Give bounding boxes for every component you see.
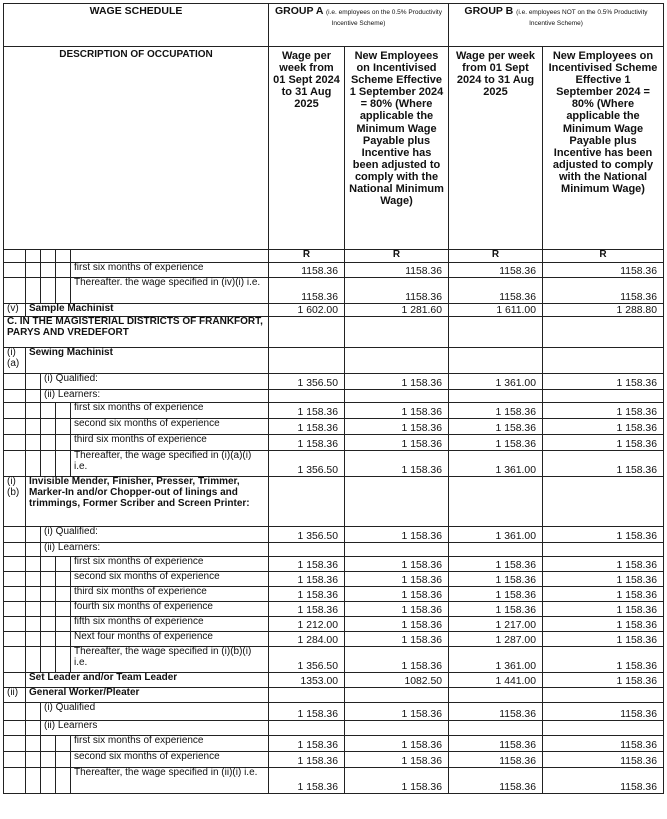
cell-value: 1 158.36 [269, 602, 345, 617]
cell-value: 1 288.80 [543, 304, 664, 317]
cell-value: 1 158.36 [543, 527, 664, 543]
row-number: (i) (a) [4, 348, 26, 374]
table-row [4, 348, 664, 374]
row-label: first six months of experience [71, 403, 269, 419]
row-number: (i) (b) [4, 477, 26, 527]
cell-value: 1158.36 [449, 768, 543, 794]
row-number: (ii) [4, 688, 26, 703]
row-label: fourth six months of experience [71, 602, 269, 617]
cell-value: 1 158.36 [345, 602, 449, 617]
row-label: Thereafter, the wage specified in (ii)(i) i.e. [71, 768, 269, 794]
cell-value: 1158.36 [449, 278, 543, 304]
table-row [4, 263, 664, 278]
cell-value: 1 212.00 [269, 617, 345, 632]
table-row [4, 435, 664, 451]
group-a-label: GROUP A [275, 5, 324, 17]
cell-value: 1 361.00 [449, 647, 543, 673]
cell-value: 1 356.50 [269, 374, 345, 390]
row-label: Thereafter. the wage specified in (iv)(i) i.e. [71, 278, 269, 304]
row-label: first six months of experience [71, 557, 269, 572]
row-label: Sewing Machinist [26, 348, 269, 374]
group-b-new-employees-header: New Employees on Incentivised Scheme Effective 1 September 2024 = 80% (Where applicable the Minimum Wage Payable plus Incentive has been adjusted to comply with the National Minimum Wage) [543, 47, 664, 250]
cell-value: 1 158.36 [269, 768, 345, 794]
row-label: (ii) Learners: [41, 543, 269, 557]
cell-value: 1 158.36 [345, 527, 449, 543]
row-label: (ii) Learners [41, 721, 269, 736]
section-row [4, 317, 664, 348]
cell-value: 1 158.36 [345, 617, 449, 632]
cell-value: 1082.50 [345, 673, 449, 688]
cell-value: 1 158.36 [345, 435, 449, 451]
row-label: (ii) Learners: [41, 390, 269, 403]
cell-value: 1 158.36 [345, 647, 449, 673]
cell-value: 1 158.36 [345, 374, 449, 390]
unit-label: R [543, 250, 664, 263]
table-row [4, 451, 664, 477]
cell-value: 1 158.36 [345, 703, 449, 721]
cell-value: 1 158.36 [543, 435, 664, 451]
cell-value: 1 602.00 [269, 304, 345, 317]
cell-value: 1 158.36 [543, 403, 664, 419]
cell-value: 1158.36 [543, 703, 664, 721]
row-label: fifth six months of experience [71, 617, 269, 632]
cell-value: 1 158.36 [449, 572, 543, 587]
cell-value: 1 158.36 [269, 572, 345, 587]
cell-value: 1 281.60 [345, 304, 449, 317]
cell-value: 1158.36 [269, 263, 345, 278]
cell-value: 1 158.36 [449, 419, 543, 435]
row-label: first six months of experience [71, 736, 269, 752]
cell-value: 1 356.50 [269, 527, 345, 543]
row-label: second six months of experience [71, 572, 269, 587]
row-label: (i) Qualified: [41, 527, 269, 543]
table-row [4, 752, 664, 768]
table-row [4, 602, 664, 617]
group-a-header [269, 4, 449, 47]
cell-value: 1 158.36 [449, 602, 543, 617]
table-row [4, 419, 664, 435]
cell-value: 1 158.36 [269, 736, 345, 752]
cell-value: 1 361.00 [449, 527, 543, 543]
row-label: Sample Machinist [26, 304, 269, 317]
row-label: Set Leader and/or Team Leader [26, 673, 269, 688]
cell-value: 1 361.00 [449, 374, 543, 390]
row-label: Next four months of experience [71, 632, 269, 647]
table-row [4, 736, 664, 752]
cell-value: 1 217.00 [449, 617, 543, 632]
group-a-note: (i.e. employees on the 0.5% Productivity Incentive Scheme) [325, 9, 442, 28]
cell-value: 1 611.00 [449, 304, 543, 317]
cell-value: 1158.36 [449, 703, 543, 721]
row-label: Thereafter, the wage specified in (i)(b)(i) i.e. [71, 647, 269, 673]
cell-value: 1 361.00 [449, 451, 543, 477]
cell-value: 1 158.36 [269, 419, 345, 435]
table-row [4, 403, 664, 419]
section-heading: C. IN THE MAGISTERIAL DISTRICTS OF FRANKFORT, PARYS AND VREDEFORT [4, 317, 269, 348]
table-row [4, 768, 664, 794]
cell-value: 1 158.36 [543, 451, 664, 477]
cell-value: 1 158.36 [345, 557, 449, 572]
group-b-header [449, 4, 664, 47]
unit-label: R [449, 250, 543, 263]
cell-value: 1158.36 [543, 736, 664, 752]
row-label: second six months of experience [71, 752, 269, 768]
table-row [4, 721, 664, 736]
cell-value: 1 158.36 [543, 587, 664, 602]
group-b-label: GROUP B [464, 5, 514, 17]
cell-value: 1 158.36 [269, 752, 345, 768]
cell-value: 1 158.36 [345, 587, 449, 602]
table-row [4, 557, 664, 572]
table-row [4, 572, 664, 587]
cell-value: 1 287.00 [449, 632, 543, 647]
cell-value: 1 158.36 [543, 602, 664, 617]
row-label: General Worker/Pleater [26, 688, 269, 703]
table-row [4, 703, 664, 721]
table-row [4, 632, 664, 647]
cell-value: 1 158.36 [449, 403, 543, 419]
cell-value: 1 158.36 [269, 435, 345, 451]
table-row [4, 278, 664, 304]
table-row [4, 587, 664, 602]
group-a-wage-header: Wage per week from 01 Sept 2024 to 31 Aug 2025 [269, 47, 345, 250]
unit-label: R [345, 250, 449, 263]
row-label: Invisible Mender, Finisher, Presser, Trimmer, Marker-In and/or Chopper-out of linings and trimmings, Former Scriber and Screen Printer: [26, 477, 269, 527]
table-row [4, 673, 664, 688]
cell-value: 1 158.36 [449, 587, 543, 602]
row-label: (i) Qualified: [41, 374, 269, 390]
cell-value: 1353.00 [269, 673, 345, 688]
cell-value: 1158.36 [449, 736, 543, 752]
cell-value: 1 158.36 [543, 647, 664, 673]
cell-value: 1 158.36 [543, 374, 664, 390]
cell-value: 1 356.50 [269, 451, 345, 477]
group-b-note: (i.e. employees NOT on the 0.5% Productivity Incentive Scheme) [516, 9, 648, 28]
table-row [4, 477, 664, 527]
cell-value: 1 158.36 [543, 673, 664, 688]
cell-value: 1 158.36 [345, 419, 449, 435]
cell-value: 1 158.36 [269, 587, 345, 602]
cell-value: 1158.36 [543, 263, 664, 278]
table-row [4, 390, 664, 403]
row-label: Thereafter, the wage specified in (i)(a)(i) i.e. [71, 451, 269, 477]
cell-value: 1 284.00 [269, 632, 345, 647]
unit-label: R [269, 250, 345, 263]
schedule-title: WAGE SCHEDULE [4, 4, 269, 47]
cell-value: 1158.36 [345, 263, 449, 278]
table-row [4, 543, 664, 557]
cell-value: 1 158.36 [345, 451, 449, 477]
row-label: second six months of experience [71, 419, 269, 435]
cell-value: 1 158.36 [543, 572, 664, 587]
group-b-wage-header: Wage per week from 01 Sept 2024 to 31 Aug 2025 [449, 47, 543, 250]
table-row [4, 527, 664, 543]
cell-value: 1 158.36 [543, 617, 664, 632]
group-a-new-employees-header: New Employees on Incentivised Scheme Effective 1 September 2024 = 80% (Where applicable the Minimum Wage Payable plus Incentive has been adjusted to comply with the National Minimum Wage) [345, 47, 449, 250]
cell-value: 1 356.50 [269, 647, 345, 673]
description-header: DESCRIPTION OF OCCUPATION [4, 47, 269, 250]
cell-value: 1 158.36 [269, 557, 345, 572]
wage-schedule-table [3, 3, 664, 794]
cell-value: 1158.36 [449, 752, 543, 768]
cell-value: 1 158.36 [345, 403, 449, 419]
table-row [4, 647, 664, 673]
cell-value: 1 158.36 [449, 557, 543, 572]
cell-value: 1 158.36 [543, 632, 664, 647]
cell-value: 1158.36 [543, 752, 664, 768]
cell-value: 1158.36 [543, 768, 664, 794]
cell-value: 1158.36 [449, 263, 543, 278]
table-row [4, 688, 664, 703]
cell-value: 1 158.36 [345, 752, 449, 768]
row-label: third six months of experience [71, 587, 269, 602]
cell-value: 1 158.36 [543, 557, 664, 572]
row-label: (i) Qualified [41, 703, 269, 721]
cell-value: 1 158.36 [345, 572, 449, 587]
row-label: first six months of experience [71, 263, 269, 278]
cell-value: 1 158.36 [543, 419, 664, 435]
row-number: (v) [4, 304, 26, 317]
row-label: third six months of experience [71, 435, 269, 451]
table-row [4, 374, 664, 390]
cell-value: 1 158.36 [345, 736, 449, 752]
cell-value: 1 158.36 [345, 768, 449, 794]
cell-value: 1 158.36 [345, 632, 449, 647]
cell-value: 1 158.36 [269, 703, 345, 721]
cell-value: 1158.36 [543, 278, 664, 304]
cell-value: 1158.36 [345, 278, 449, 304]
table-row [4, 304, 664, 317]
cell-value: 1 441.00 [449, 673, 543, 688]
table-row [4, 617, 664, 632]
cell-value: 1158.36 [269, 278, 345, 304]
cell-value: 1 158.36 [269, 403, 345, 419]
cell-value: 1 158.36 [449, 435, 543, 451]
